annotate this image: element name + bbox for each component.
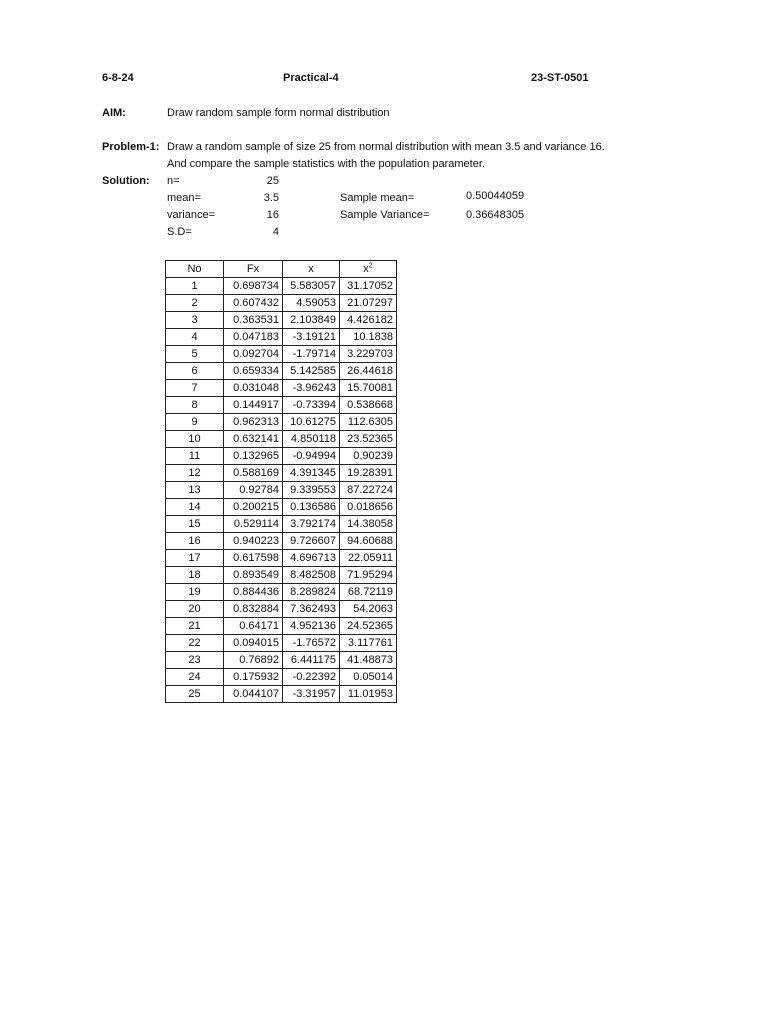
cell-x-squared: 10.1838 [340,329,397,346]
page-title: Practical-4 [283,72,339,84]
cell-no: 25 [166,686,224,703]
column-header-x-squared-base: x [363,263,369,275]
cell-no: 4 [166,329,224,346]
cell-x: 4.952136 [283,618,340,635]
column-header-fx: Fx [224,261,283,278]
cell-no: 14 [166,499,224,516]
cell-x: 4.850118 [283,431,340,448]
cell-x-squared: 14.38058 [340,516,397,533]
cell-x: 5.583057 [283,278,340,295]
table-header-row [166,261,397,278]
table-row [166,669,397,686]
table-row [166,397,397,414]
cell-x: 7.362493 [283,601,340,618]
cell-x-squared: 0.05014 [340,669,397,686]
cell-x-squared: 4.426182 [340,312,397,329]
cell-x: 4.696713 [283,550,340,567]
cell-fx: 0.200215 [224,499,283,516]
cell-no: 2 [166,295,224,312]
table-row [166,584,397,601]
cell-fx: 0.047183 [224,329,283,346]
table-row [166,499,397,516]
sample-variance-label: Sample Variance= [340,209,430,221]
cell-x-squared: 0.538668 [340,397,397,414]
table-row [166,516,397,533]
cell-no: 18 [166,567,224,584]
cell-no: 7 [166,380,224,397]
cell-x-squared: 54.2063 [340,601,397,618]
cell-x: -0.94994 [283,448,340,465]
cell-fx: 0.617598 [224,550,283,567]
cell-x-squared: 26.44618 [340,363,397,380]
problem-statement-line2: And compare the sample statistics with the population parameter. [167,158,485,170]
table-row [166,533,397,550]
column-header-x-squared-exponent: 2 [368,262,373,270]
table-row [166,431,397,448]
cell-no: 17 [166,550,224,567]
cell-x: 9.339553 [283,482,340,499]
cell-x-squared: 71.95294 [340,567,397,584]
param-label-n: n= [167,175,180,187]
problem-statement-line1: Draw a random sample of size 25 from normal distribution with mean 3.5 and variance 16. [167,141,605,153]
table-row [166,618,397,635]
table-row [166,278,397,295]
cell-no: 19 [166,584,224,601]
cell-no: 9 [166,414,224,431]
cell-x-squared: 31.17052 [340,278,397,295]
table-row [166,567,397,584]
student-id: 23-ST-0501 [531,72,589,84]
sample-data-table [165,260,397,703]
param-label-variance: variance= [167,209,216,221]
cell-x-squared: 41.48873 [340,652,397,669]
cell-no: 12 [166,465,224,482]
cell-fx: 0.144917 [224,397,283,414]
table-body [166,278,397,703]
cell-x-squared: 0.90239 [340,448,397,465]
solution-label: Solution: [102,175,150,187]
cell-x: 0.136586 [283,499,340,516]
cell-x: 6.441175 [283,652,340,669]
cell-x-squared: 0.018656 [340,499,397,516]
cell-x-squared: 22.05911 [340,550,397,567]
cell-fx: 0.044107 [224,686,283,703]
cell-x: 3.792174 [283,516,340,533]
cell-fx: 0.76892 [224,652,283,669]
cell-fx: 0.175932 [224,669,283,686]
cell-no: 16 [166,533,224,550]
cell-no: 13 [166,482,224,499]
cell-no: 1 [166,278,224,295]
cell-fx: 0.64171 [224,618,283,635]
param-value-variance: 16 [266,209,279,221]
cell-fx: 0.529114 [224,516,283,533]
cell-no: 20 [166,601,224,618]
cell-x: -3.31957 [283,686,340,703]
param-label-sd: S.D= [167,226,192,238]
cell-x: -3.19121 [283,329,340,346]
cell-fx: 0.698734 [224,278,283,295]
cell-fx: 0.962313 [224,414,283,431]
cell-no: 6 [166,363,224,380]
table-row [166,414,397,431]
cell-no: 3 [166,312,224,329]
cell-no: 10 [166,431,224,448]
table-row [166,346,397,363]
sample-mean-value: 0.50044059 [466,190,525,202]
cell-fx: 0.132965 [224,448,283,465]
cell-x-squared: 23.52365 [340,431,397,448]
problem-label: Problem-1: [102,141,160,153]
cell-x-squared: 24.52365 [340,618,397,635]
cell-fx: 0.940223 [224,533,283,550]
cell-x: 10.61275 [283,414,340,431]
table-row [166,550,397,567]
table-row [166,329,397,346]
cell-x-squared: 68.72119 [340,584,397,601]
cell-x: -1.76572 [283,635,340,652]
cell-fx: 0.094015 [224,635,283,652]
param-value-mean: 3.5 [263,192,279,204]
cell-x: 2.103849 [283,312,340,329]
cell-x: 4.391345 [283,465,340,482]
aim-label: AIM: [102,107,126,119]
cell-fx: 0.588169 [224,465,283,482]
table-row [166,448,397,465]
column-header-no: No [166,261,224,278]
sample-variance-value: 0.36648305 [466,209,525,221]
cell-x: 8.289824 [283,584,340,601]
table-row [166,652,397,669]
cell-x: 5.142585 [283,363,340,380]
cell-x: -0.22392 [283,669,340,686]
cell-no: 22 [166,635,224,652]
cell-fx: 0.92784 [224,482,283,499]
table-row [166,363,397,380]
cell-x-squared: 21.07297 [340,295,397,312]
cell-fx: 0.092704 [224,346,283,363]
cell-no: 23 [166,652,224,669]
table-row [166,686,397,703]
cell-fx: 0.031048 [224,380,283,397]
cell-x: 9.726607 [283,533,340,550]
table-row [166,380,397,397]
table-row [166,312,397,329]
table-row [166,465,397,482]
aim-text: Draw random sample form normal distribution [167,107,390,119]
cell-fx: 0.832884 [224,601,283,618]
cell-no: 15 [166,516,224,533]
cell-no: 8 [166,397,224,414]
cell-x: -3.96243 [283,380,340,397]
cell-no: 24 [166,669,224,686]
column-header-x: x [283,261,340,278]
cell-x: 4.59053 [283,295,340,312]
cell-x-squared: 19.28391 [340,465,397,482]
param-value-n: 25 [266,175,279,187]
table-row [166,295,397,312]
cell-fx: 0.363531 [224,312,283,329]
column-header-x-squared [340,261,397,278]
cell-fx: 0.893549 [224,567,283,584]
cell-no: 11 [166,448,224,465]
cell-fx: 0.884436 [224,584,283,601]
header-date: 6-8-24 [102,72,134,84]
cell-no: 21 [166,618,224,635]
table-row [166,635,397,652]
cell-x-squared: 3.117761 [340,635,397,652]
param-value-sd: 4 [272,226,279,238]
cell-fx: 0.607432 [224,295,283,312]
cell-x-squared: 3.229703 [340,346,397,363]
cell-x: -0.73394 [283,397,340,414]
cell-x: 8.482508 [283,567,340,584]
cell-x-squared: 11.01953 [340,686,397,703]
cell-fx: 0.632141 [224,431,283,448]
sample-mean-label: Sample mean= [340,192,415,204]
cell-no: 5 [166,346,224,363]
cell-x-squared: 15.70081 [340,380,397,397]
cell-x-squared: 94.60688 [340,533,397,550]
cell-x: -1.79714 [283,346,340,363]
cell-fx: 0.659334 [224,363,283,380]
cell-x-squared: 112.6305 [340,414,397,431]
table-row [166,482,397,499]
param-label-mean: mean= [167,192,201,204]
table-row [166,601,397,618]
cell-x-squared: 87.22724 [340,482,397,499]
